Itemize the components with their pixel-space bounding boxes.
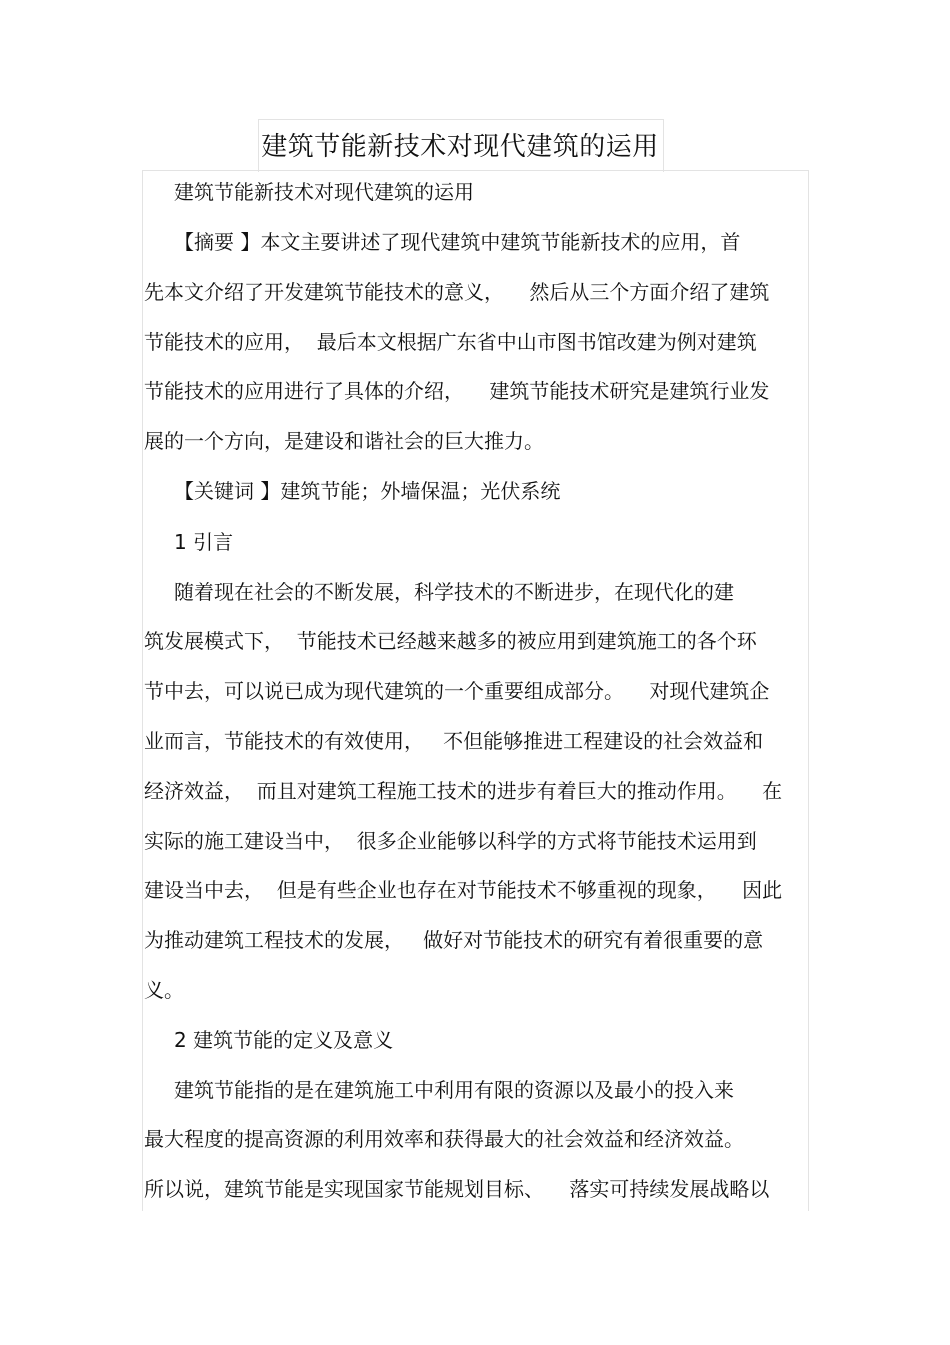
paragraph-line: 节中去，可以说已成为现代建筑的一个重要组成部分。 对现代建筑企 [144,679,770,703]
keywords-line: 【关键词 】建筑节能；外墙保温；光伏系统 [174,479,561,503]
section-heading: 2 建筑节能的定义及意义 [174,1028,394,1052]
paragraph-line: 经济效益， 而且对建筑工程施工技术的进步有着巨大的推动作用。 在 [144,779,783,803]
section-heading: 1 引言 [174,530,234,554]
paragraph-line: 实际的施工建设当中， 很多企业能够以科学的方式将节能技术运用到 [144,829,757,853]
paragraph-line: 义。 [144,978,184,1002]
abstract-line: 【摘要 】本文主要讲述了现代建筑中建筑节能新技术的应用，首 [174,230,741,254]
abstract-line: 节能技术的应用进行了具体的介绍， 建筑节能技术研究是建筑行业发 [144,379,770,403]
paragraph-line: 建设当中去， 但是有些企业也存在对节能技术不够重视的现象， 因此 [144,878,783,902]
paragraph-line: 最大程度的提高资源的利用效率和获得最大的社会效益和经济效益。 [144,1127,744,1151]
abstract-line: 节能技术的应用， 最后本文根据广东省中山市图书馆改建为例对建筑 [144,330,757,354]
document-title: 建筑节能新技术对现代建筑的运用 [261,132,659,162]
paragraph-line: 筑发展模式下， 节能技术已经越来越多的被应用到建筑施工的各个环 [144,629,757,653]
abstract-line: 先本文介绍了开发建筑节能技术的意义， 然后从三个方面介绍了建筑 [144,280,770,304]
subtitle-line: 建筑节能新技术对现代建筑的运用 [174,180,474,204]
paragraph-line: 所以说，建筑节能是实现国家节能规划目标、 落实可持续发展战略以 [144,1177,770,1201]
paragraph-line: 建筑节能指的是在建筑施工中利用有限的资源以及最小的投入来 [174,1078,734,1102]
abstract-line: 展的一个方向，是建设和谐社会的巨大推力。 [144,429,544,453]
paragraph-line: 业而言，节能技术的有效使用， 不但能够推进工程建设的社会效益和 [144,729,764,753]
paragraph-line: 为推动建筑工程技术的发展， 做好对节能技术的研究有着很重要的意 [144,928,764,952]
paragraph-line: 随着现在社会的不断发展，科学技术的不断进步，在现代化的建 [174,580,734,604]
